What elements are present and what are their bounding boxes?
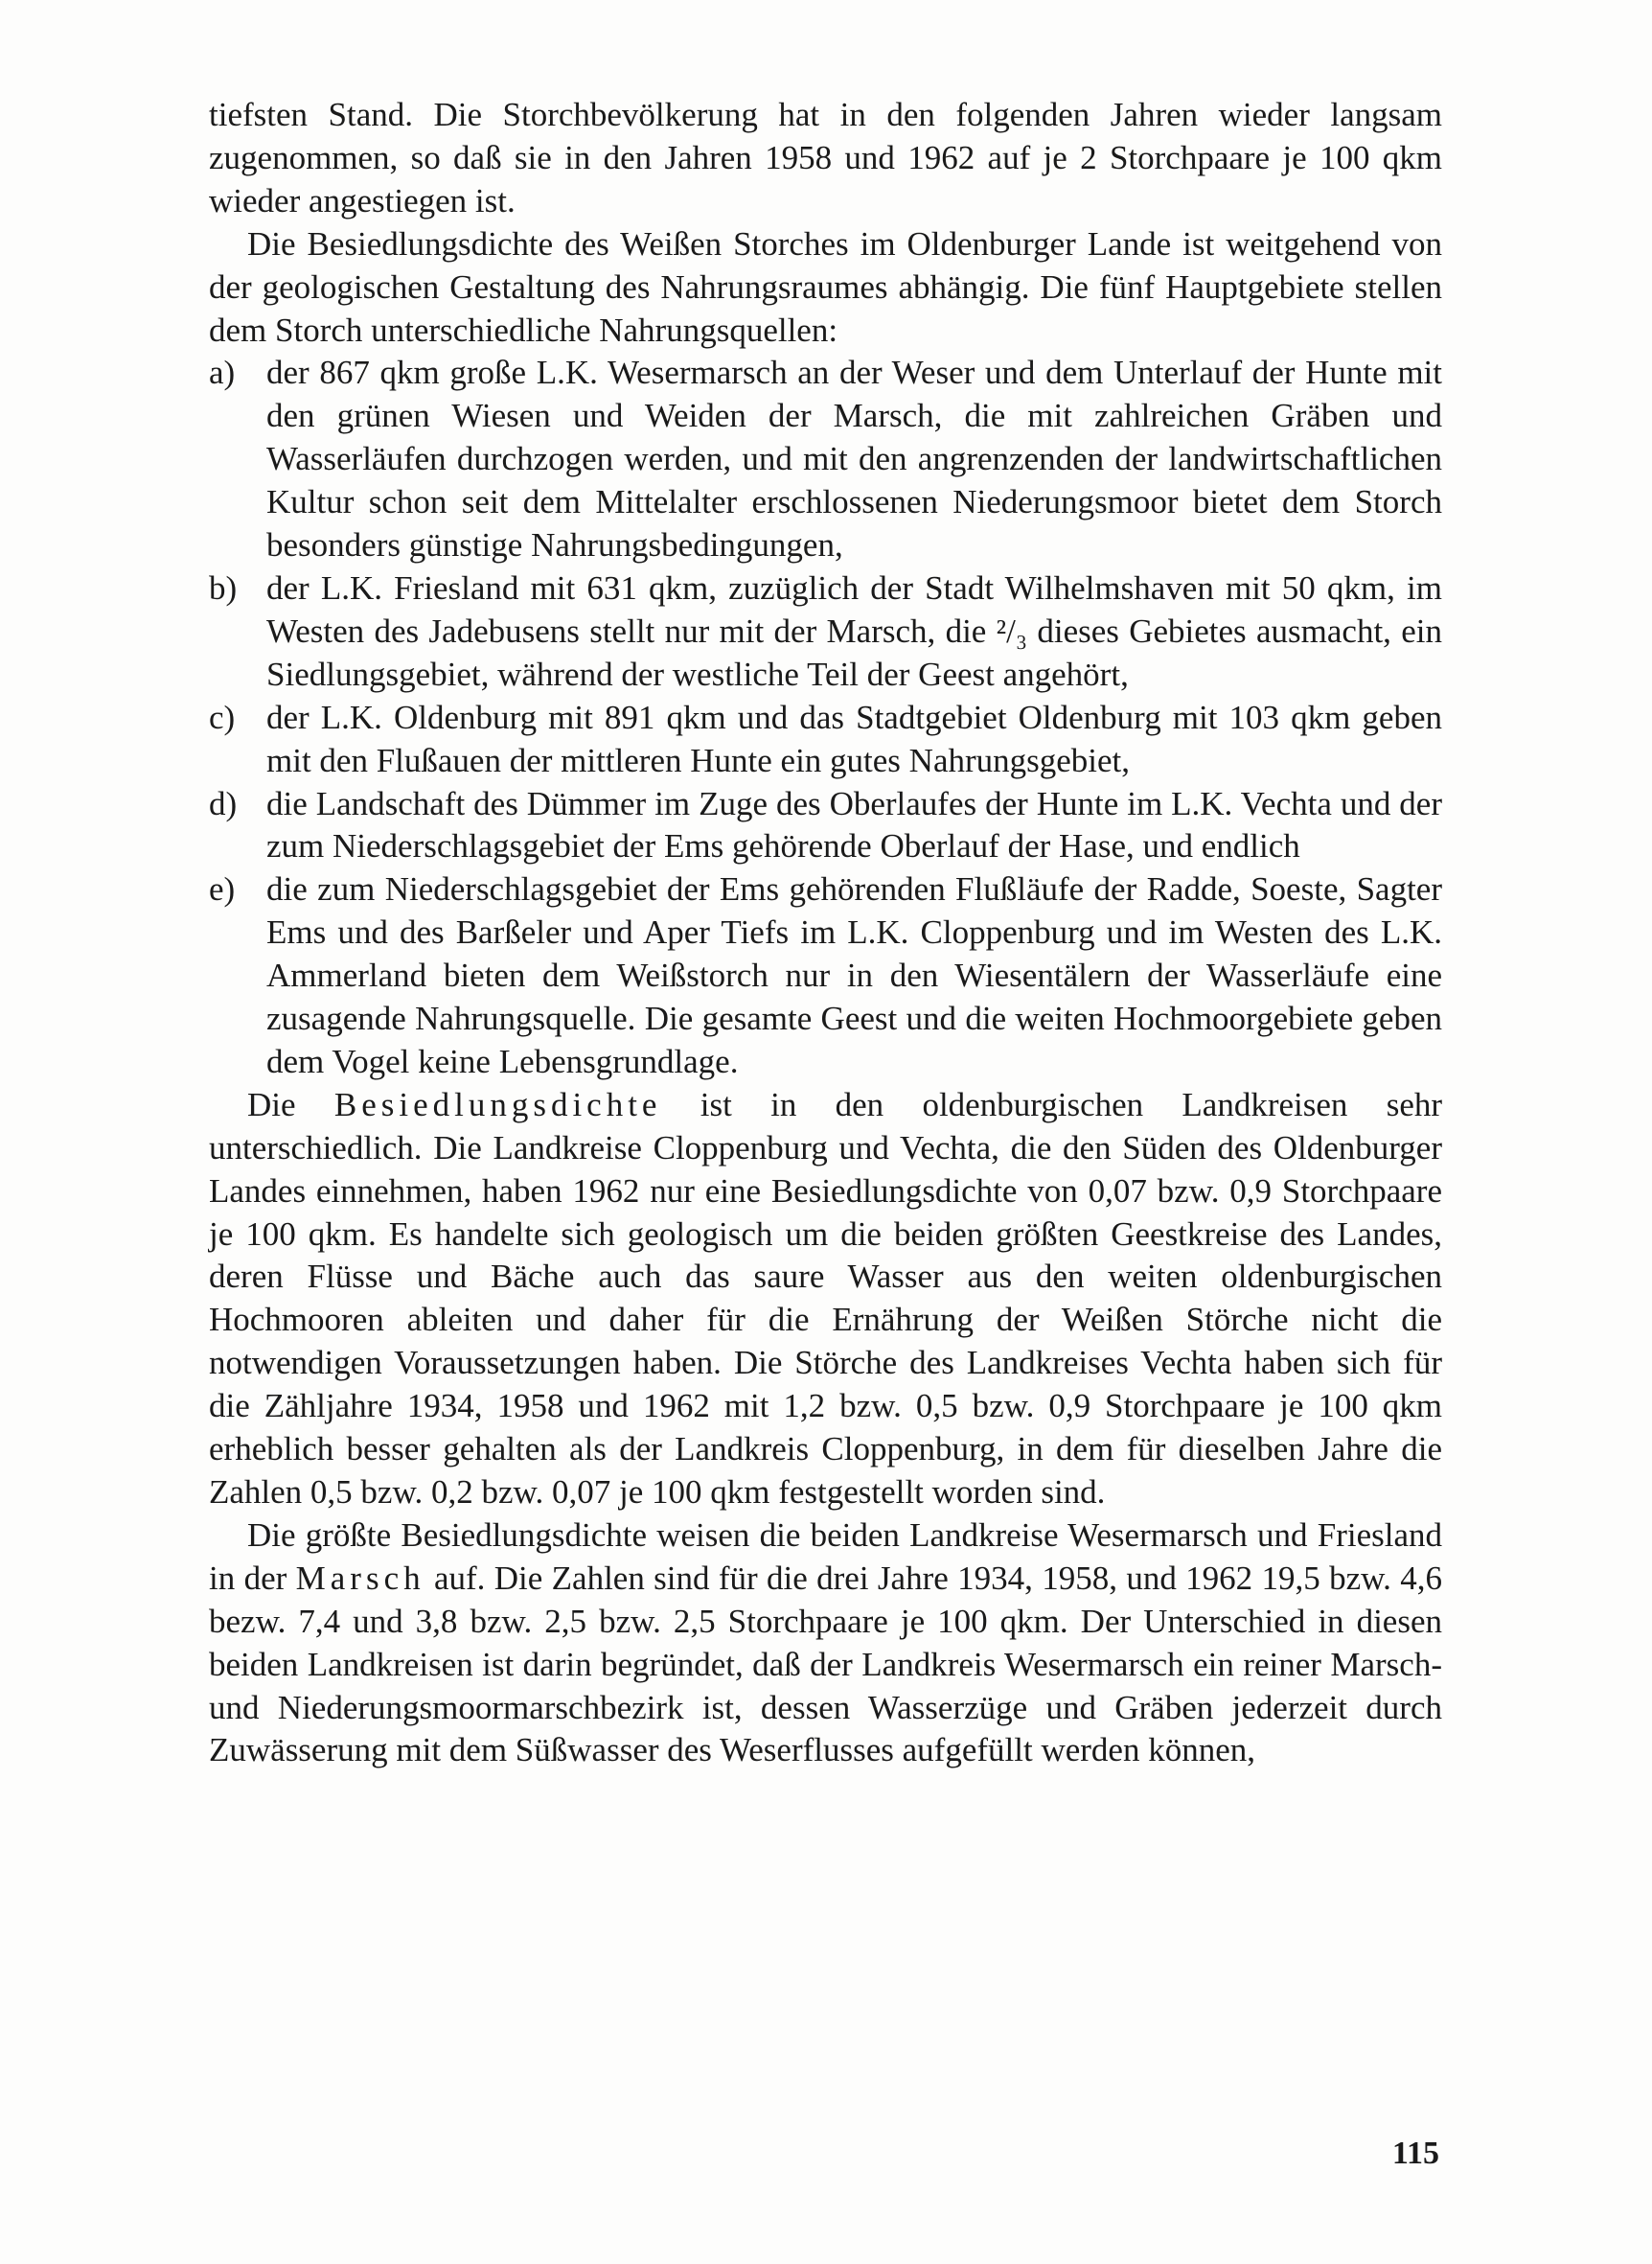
list-marker: b)	[209, 568, 238, 607]
list-item-e	[209, 868, 1442, 1084]
page-number: 115	[1391, 2136, 1439, 2171]
list-marker: a)	[209, 354, 236, 392]
paragraph-3-emphasis: Besiedlungsdichte	[333, 1085, 662, 1123]
paragraph-3-rest: ist in den oldenburgischen Landkreisen sehr unterschiedlich. Die Landkreise Cloppenburg und Vechta, die den Süden des Oldenburger Landes einnehmen, haben 1962 nur eine Besiedlungsdichte von 0,07 bzw. 0,9 Storchpaare je 100 qkm. Es handelte sich geologisch um die beiden größten Geestkreise des Landes, deren Flüsse und Bäche auch das saure Wasser aus den weiten oldenburgischen Hochmooren ableiten und daher für die Ernährung der Weißen Störche nicht die notwendigen Voraussetzungen haben. Die Störche des Landkreises Vechta haben sich für die Zähljahre 1934, 1958 und 1962 mit 1,2 bzw. 0,5 bzw. 0,9 Storchpaare je 100 qkm erheblich besser gehalten als der Landkreis Cloppenburg, in dem für dieselben Jahre die Zahlen 0,5 bzw. 0,2 bzw. 0,07 je 100 qkm festgestellt worden sind.	[209, 1085, 1443, 1511]
list-item-text: der L.K. Oldenburg mit 891 qkm und das Stadtgebiet Oldenburg mit 103 qkm geben mit den Flußauen der mittleren Hunte ein gutes Nahrungsgebiet,	[266, 698, 1442, 779]
list-item-text: die zum Niederschlagsgebiet der Ems gehörenden Flußläufe der Radde, Soeste, Sagter Ems und des Barßeler und Aper Tiefs im L.K. Cloppenburg und im Westen des L.K. Ammerland bieten dem Weißstorch nur in den Wiesentälern der Wasserläufe eine zusagende Nahrungsquelle. Die gesamte Geest und die weiten Hochmoorgebiete geben dem Vogel keine Lebensgrundlage.	[266, 870, 1442, 1080]
list-item-text: die Landschaft des Dümmer im Zuge des Oberlaufes der Hunte im L.K. Vechta und der zum Niederschlagsgebiet der Ems gehörende Oberlauf der Hase, und endlich	[266, 784, 1442, 866]
list-item-d	[209, 783, 1442, 869]
list-marker: d)	[209, 784, 238, 822]
habitat-list	[209, 352, 1442, 1083]
paragraph-4-lead: Die größte Besiedlungsdichte weisen die beiden Landkreise Wesermarsch und Friesland in der	[209, 1515, 1442, 1597]
list-item-text: der L.K. Friesland mit 631 qkm, zuzüglich der Stadt Wilhelmshaven mit 50 qkm, im Westen des Jadebusens stellt nur mit der Marsch, die ²/₃ dieses Gebietes ausmacht, ein Siedlungsgebiet, während der westliche Teil der Geest angehört,	[266, 568, 1442, 693]
paragraph-1: tiefsten Stand. Die Storchbevölkerung hat in den folgenden Jahren wieder langsam zugenommen, so daß sie in den Jahren 1958 und 1962 auf je 2 Storchpaare je 100 qkm wieder angestiegen ist.	[209, 96, 1442, 219]
list-item-text: der 867 qkm große L.K. Wesermarsch an der Weser und dem Unterlauf der Hunte mit den grünen Wiesen und Weiden der Marsch, die mit zahlreichen Gräben und Wasserläufen durchzogen werden, und mit den angrenzenden der landwirtschaftlichen Kultur schon seit dem Mittelalter erschlossenen Niederungsmoor bietet dem Storch besonders günstige Nahrungsbedingungen,	[266, 354, 1442, 565]
list-item-a	[209, 352, 1442, 567]
paragraph-3-lead: Die	[247, 1085, 296, 1123]
paragraph-3	[209, 1084, 1442, 1514]
list-item-c	[209, 697, 1442, 783]
paragraph-2: Die Besiedlungsdichte des Weißen Storches im Oldenburger Lande ist weitgehend von der geologischen Gestaltung des Nahrungsraumes abhängig. Die fünf Hauptgebiete stellen dem Storch unterschiedliche Nahrungsquellen:	[209, 224, 1442, 349]
paragraph-4-emphasis: Marsch	[295, 1559, 425, 1597]
list-marker: c)	[209, 698, 236, 736]
list-item-b	[209, 567, 1442, 697]
list-marker: e)	[209, 870, 236, 909]
body-text	[209, 94, 1442, 1772]
paragraph-4	[209, 1514, 1442, 1772]
paragraph-4-rest: auf. Die Zahlen sind für die drei Jahre 1934, 1958, und 1962 19,5 bzw. 4,6 bezw. 7,4 und 3,8 bzw. 2,5 bzw. 2,5 Storchpaare je 100 qkm. Der Unterschied in diesen beiden Landkreisen ist darin begründet, daß der Landkreis Wesermarsch ein reiner Marsch- und Niederungsmoormarschbezirk ist, dessen Wasserzüge und Gräben jederzeit durch Zuwässerung mit dem Süßwasser des Weserflusses aufgefüllt werden können,	[209, 1559, 1443, 1769]
